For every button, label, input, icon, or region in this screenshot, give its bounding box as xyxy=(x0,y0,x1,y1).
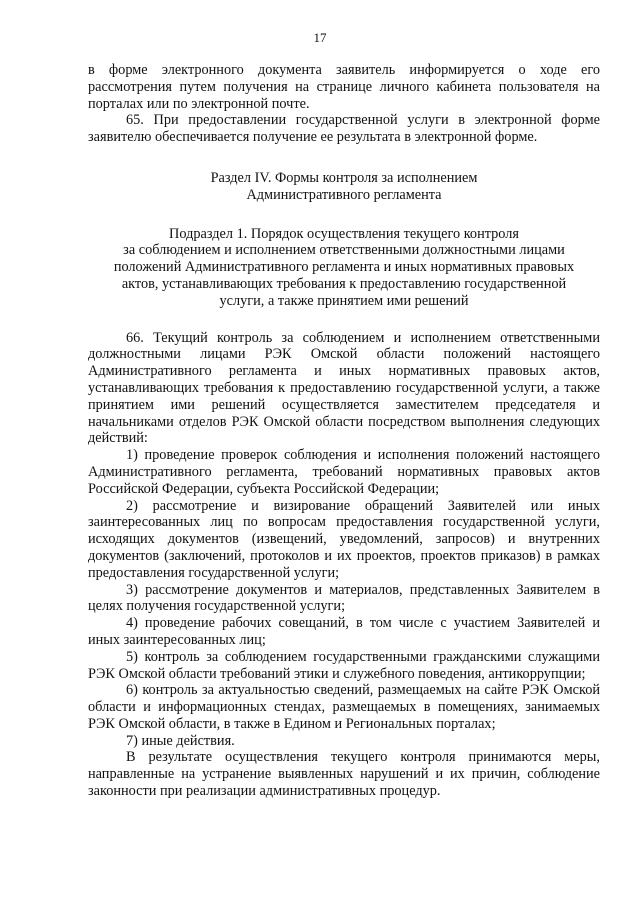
paragraph-result: В результате осуществления текущего контроля принимаются меры, направленные на устранение выявленных нарушений и их причин, соблюдение законности при реализации административных процедур. xyxy=(88,749,600,800)
list-item-1: 1) проведение проверок соблюдения и исполнения положений настоящего Административного регламента, требований нормативных правовых актов Российской Федерации, субъекта Российской Федерации; xyxy=(88,447,600,497)
paragraph-66: 66. Текущий контроль за соблюдением и исполнением ответственными должностными лицами РЭК Омской области положений настоящего Административного регламента и иных нормативных правовых актов, устанавливающих требования к предоставлению государственной услуги, а также принятием ими решений осуществляется заместителем председателя и начальниками отделов РЭК Омской области посредством выполнения следующих действий: xyxy=(88,329,600,447)
list-item-5: 5) контроль за соблюдением государственными гражданскими служащими РЭК Омской области требований этики и служебного поведения, антикоррупции; xyxy=(88,648,600,682)
page-number: 17 xyxy=(313,30,327,45)
paragraph-65: 65. При предоставлении государственной услуги в электронной форме заявителю обеспечивается получение ее результата в электронной форме. xyxy=(88,112,600,146)
list-item-4: 4) проведение рабочих совещаний, в том числе с участием Заявителей и иных заинтересованных лиц; xyxy=(88,615,600,648)
list-item-2: 2) рассмотрение и визирование обращений Заявителей или иных заинтересованных лиц по вопросам предоставления государственной услуги, исходящих документов (извещений, уведомлений, запросов) и внутренних документов (заключений, протоколов и их проектов, проектов приказов) в рамках предоставления государственной услуги; xyxy=(88,497,600,581)
subsection-title-line-4: актов, устанавливающих требования к предоставлению государственной xyxy=(121,275,567,292)
list-item-3: 3) рассмотрение документов и материалов, представленных Заявителем в целях получения государственной услуги; xyxy=(88,581,600,615)
section-title-line-2: Административного регламента xyxy=(246,186,442,203)
subsection-title-line-5: услуги, а также принятием ими решений xyxy=(219,292,469,309)
spacer xyxy=(88,204,600,226)
spacer xyxy=(88,310,600,330)
list-item-6: 6) контроль за актуальностью сведений, размещаемых на сайте РЭК Омской области и информационных стендах, размещаемых в помещениях, занимаемых РЭК Омской области, в также в Едином и Региональных порталах; xyxy=(88,682,600,732)
document-body xyxy=(88,62,600,800)
subsection-title-line-2: за соблюдением и исполнением ответственными должностными лицами xyxy=(123,242,565,259)
spacer xyxy=(88,146,600,170)
subsection-title-line-1: Подраздел 1. Порядок осуществления текущего контроля xyxy=(169,225,519,242)
section-title-line-1: Раздел IV. Формы контроля за исполнением xyxy=(210,169,478,186)
paragraph-intro-continuation: в форме электронного документа заявитель информируется о ходе его рассмотрения путем получения на странице личного кабинета пользователя на порталах или по электронной почте. xyxy=(88,62,600,112)
subsection-title-line-3: положений Административного регламента и иных нормативных правовых xyxy=(113,259,575,276)
list-item-7: 7) иные действия. xyxy=(126,732,235,749)
